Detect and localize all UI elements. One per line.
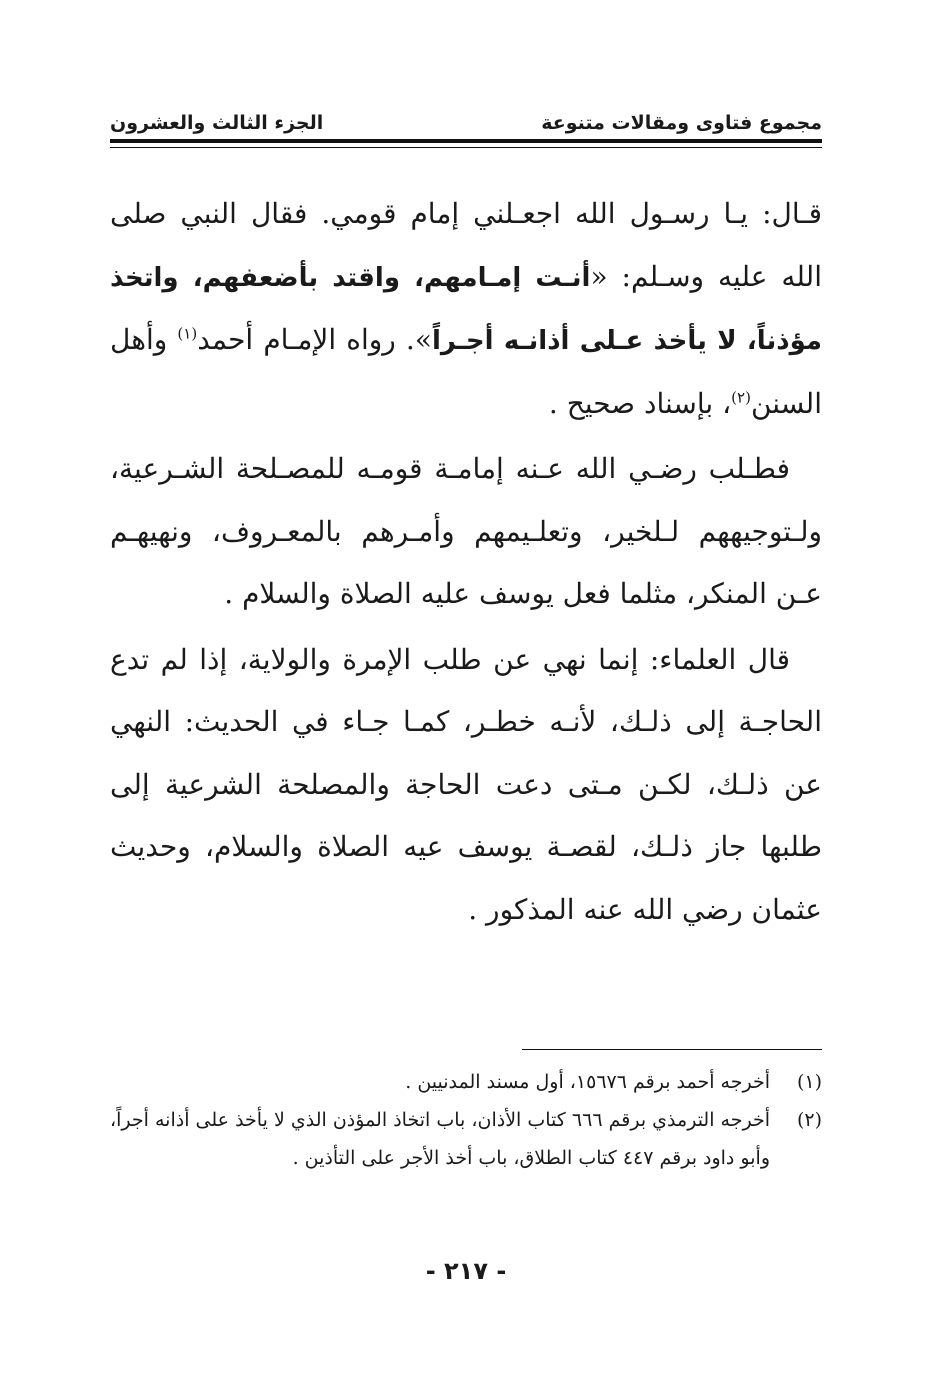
document-page [110,0,822,1387]
footnote-separator [522,1049,822,1050]
header-volume: الجزء الثالث والعشرون [110,112,324,134]
header-book-title: مجموع فتاوى ومقالات متنوعة [541,112,822,134]
footnote-2 [110,1101,822,1177]
paragraph-1-narration: ». رواه الإمـام أحمد [197,323,432,356]
body-text [110,183,822,941]
header-rule-thin [110,147,822,148]
footnote-number: (١) [796,1071,822,1093]
hadith-quote: أنـت إمـامهم، واقتد بأضعفهم، واتخذ مؤذناً، لا يأخذ عـلى أذانـه أجـراً [110,262,822,356]
footnote-text: أخرجه الترمذي برقم ٦٦٦ كتاب الأذان، باب اتخاذ المؤذن الذي لا يأخذ على أذانه أجراً، وأبو داود برقم ٤٤٧ كتاب الطلاق، باب أخذ الأجر على التأذين . [110,1109,771,1169]
paragraph-2: فطـلب رضـي الله عـنه إمامـة قومـه للمصـلحة الشـرعية، ولـتوجيههم لـلخير، وتعلـيمهم وأمـرهم بالمعـروف، ونهيهـم عـن المنكر، مثلما فعل يوسف عليه الصلاة والسلام . [110,452,822,610]
paragraph-1-intro: قـال: يـا رسـول الله اجعـلني إمام قومي. فقال النبي صلى الله عليه وسـلم: « [110,197,822,293]
footnote-ref-1[interactable]: (١) [177,324,198,343]
page-number: - ٢١٧ - [425,1257,507,1285]
footnotes [110,1063,822,1177]
paragraph-3: قال العلماء: إنما نهي عن طلب الإمرة والولاية، إذا لم تدع الحاجـة إلى ذلـك، لأنـه خطـر، كمـا جـاء في الحديث: النهي عن ذلـك، لكـن مـتى دعت الحاجة والمصلحة الشرعية إلى طلبها جاز ذلـك، لقصـة يوسف عيه الصلاة والسلام، وحديث عثمان رضي الله عنه المذكور . [110,642,822,926]
footnote-1 [110,1063,822,1101]
header-rule-thick [110,139,822,143]
footnote-text: أخرجه أحمد برقم ١٥٦٧٦، أول مسند المدنيين . [405,1071,770,1093]
footnote-ref-2[interactable]: (٢) [731,388,751,407]
paragraph-1 [110,183,822,435]
paragraph-1-sunan: وأهل السنن [110,323,822,420]
footnote-number: (٢) [796,1109,822,1131]
paragraph-1-end: ، بإسناد صحيح . [548,386,732,420]
running-header [110,98,822,134]
